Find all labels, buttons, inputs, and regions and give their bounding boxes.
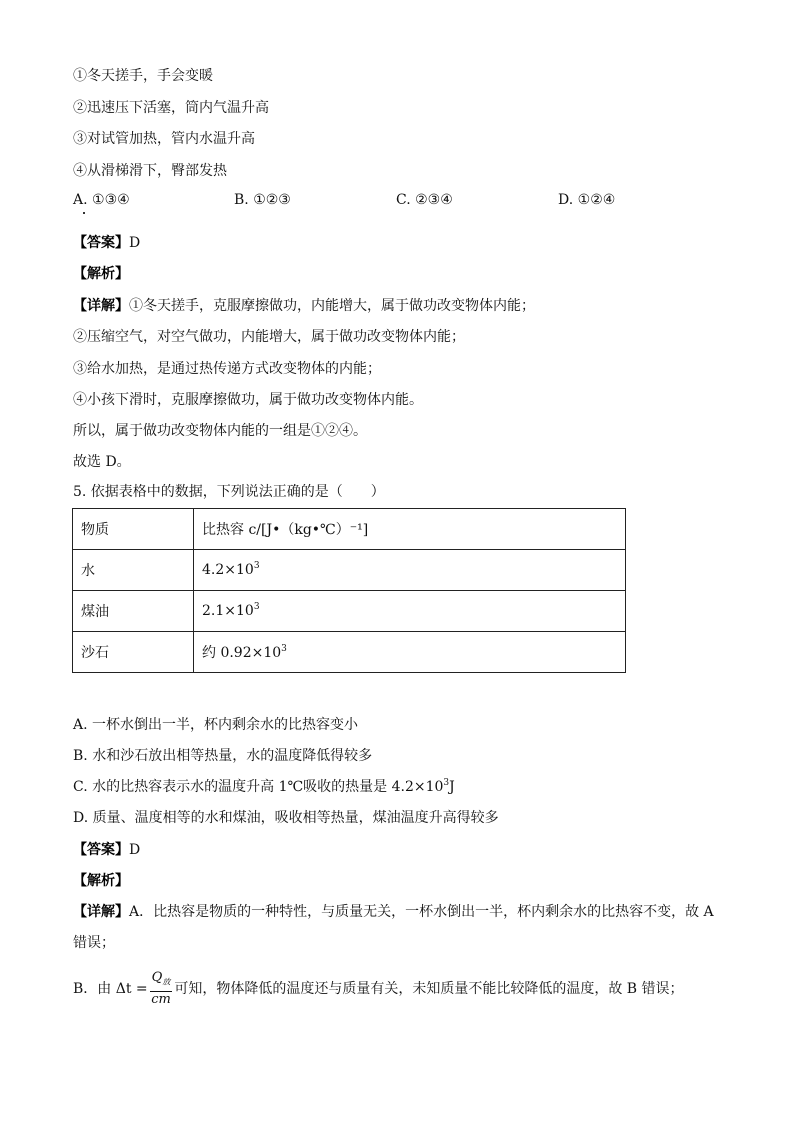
q4-answer [73,233,140,253]
answer-label: 【答案】 [73,235,129,251]
q4-detail-line-1 [73,296,535,316]
q5-detail-line-2: 错误； [73,935,115,951]
q5-analysis-heading [73,871,129,891]
cell-value [194,632,626,673]
q4-option-c [396,192,453,208]
q5-detail-line-3 [73,970,684,1008]
q4-detail-line-5: 所以，属于做功改变物体内能的一组是①②④。 [73,423,367,439]
header-specific-heat: 比热容 c/[J•（kg•℃）⁻¹] [194,509,626,550]
answer-value: D [129,842,141,858]
option-text: ②③④ [415,192,453,208]
numerator-symbol: Q [151,970,163,985]
value-base: 约 0.92×10 [202,645,282,661]
q4-item-4: ④从滑梯滑下，臀部发热 [73,163,227,179]
cell-substance: 沙石 [73,632,194,673]
table-row [73,550,626,591]
q5-option-c [73,777,455,797]
option-text: ①③④ [92,192,130,208]
answer-value: D [129,235,141,251]
cell-value [194,550,626,591]
analysis-label: 【解析】 [73,873,129,889]
detail-b-prefix: B．由 Δt = [73,980,148,997]
q5-option-a: A. 一杯水倒出一半，杯内剩余水的比热容变小 [73,717,359,733]
option-c-unit: J [449,779,455,795]
table-row [73,632,626,673]
cell-substance: 煤油 [73,591,194,632]
q5-stem: 5. 依据表格中的数据，下列说法正确的是（ ） [73,484,385,500]
q4-option-d [558,192,615,208]
cell-value [194,591,626,632]
value-base: 4.2×10 [202,562,254,578]
header-substance: 物质 [73,509,194,550]
q4-analysis-heading [73,264,129,284]
q4-detail-line-2: ②压缩空气，对空气做功，内能增大，属于做功改变物体内能； [73,329,465,345]
detail-text: ①冬天搓手，克服摩擦做功，内能增大，属于做功改变物体内能； [129,298,535,314]
option-text: ①②④ [577,192,616,208]
option-letter: D. [558,192,574,208]
option-letter: A. [73,192,88,208]
q5-option-d: D. 质量、温度相等的水和煤油，吸收相等热量，煤油温度升高得较多 [73,810,499,826]
option-letter: C. [396,192,411,208]
numerator-subscript: 放 [162,977,171,987]
q4-detail-line-6: 故选 D。 [73,454,131,470]
table-header-row [73,509,626,550]
value-exponent: 3 [253,602,260,612]
analysis-label: 【解析】 [73,266,129,282]
option-letter: B. [234,192,249,208]
q5-option-b: B. 水和沙石放出相等热量，水的温度降低得较多 [73,748,373,764]
value-base: 2.1×10 [202,603,254,619]
q4-item-1: ①冬天搓手，手会变暖 [73,68,213,84]
stray-dot [83,212,85,214]
value-exponent: 3 [281,644,287,654]
detail-label: 【详解】 [73,298,129,314]
answer-label: 【答案】 [73,842,129,858]
option-c-exponent: 3 [443,778,450,788]
fraction-formula [150,970,173,1008]
q4-detail-line-3: ③给水加热，是通过热传递方式改变物体的内能； [73,361,381,377]
detail-label: 【详解】 [73,904,129,920]
q4-detail-line-4: ④小孩下滑时，克服摩擦做功，属于做功改变物体内能。 [73,392,423,408]
q5-answer [73,840,140,860]
option-c-text: C. 水的比热容表示水的温度升高 1℃吸收的热量是 4.2×10 [73,779,444,795]
table-row [73,591,626,632]
value-exponent: 3 [253,561,260,571]
q5-detail-line-1 [73,902,714,922]
q4-option-b [234,192,291,208]
fraction-denominator: cm [151,991,171,1007]
detail-a-text: A．比热容是物质的一种特性，与质量无关，一杯水倒出一半，杯内剩余水的比热容不变，故 A [129,904,714,920]
q4-option-a [73,192,130,208]
specific-heat-table [72,508,626,673]
option-text: ①②③ [253,192,291,208]
q4-item-2: ②迅速压下活塞，筒内气温升高 [73,100,269,116]
fraction-numerator [150,970,173,992]
q4-item-3: ③对试管加热，管内水温升高 [73,131,255,147]
cell-substance: 水 [73,550,194,591]
detail-b-suffix: 可知，物体降低的温度还与质量有关，未知质量不能比较降低的温度，故 B 错误； [174,980,684,997]
